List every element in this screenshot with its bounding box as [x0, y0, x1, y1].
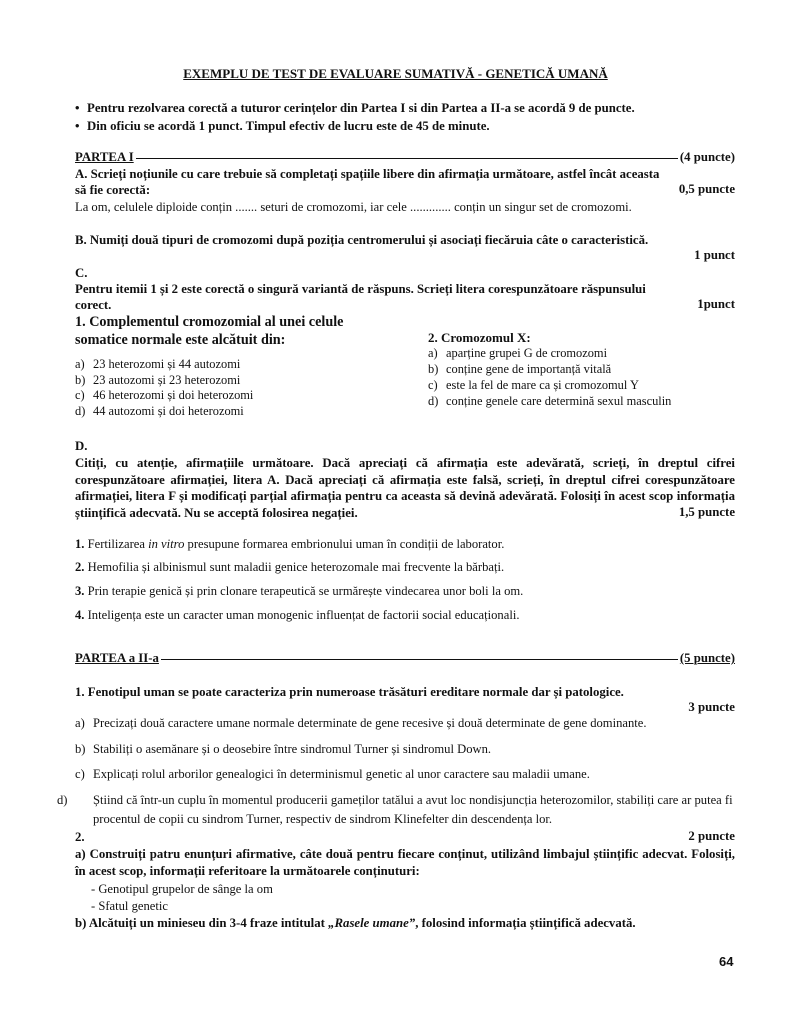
c-q1-line1: 1. Complementul cromozomial al unei celule [75, 314, 344, 330]
c-q1-option-d: d) 44 autozomi și doi heterozomi [75, 404, 244, 418]
part1-C-points: 1punct [697, 297, 735, 311]
c-q1-line2: somatice normale este alcătuit din: [75, 332, 286, 348]
part1-D-instructions: Citiți, cu atenție, afirmațiile următoare. Dacă apreciați că afirmația este adevărată, scrieți, în dreptul cifrei corespunzătoare afirmației, litera A. Dacă apreciați că afirmația este falsă, scrieți, în dreptul cifrei corespunzătoare afirmației, litera F și modificați parțial afirmația pentru ca aceasta să devină adevărată. Folosiți în acest scop informația științifică adecvată. Nu se acceptă folosirea negației. [75, 456, 735, 520]
intro-bullet-2: • Din oficiu se acordă 1 punct. Timpul efectiv de lucru este de 45 de minute. [75, 119, 490, 133]
part1-A-points: 0,5 puncte [678, 182, 735, 196]
heading-rule [136, 158, 678, 159]
part1-D-label: D. [75, 439, 88, 453]
intro-bullet-1: • Pentru rezolvarea corectă a tuturor cerințelor din Partea I si din Partea a II-a se acordă 9 de puncte. [75, 101, 635, 115]
d-item-4: 4. Inteligența este un caracter uman monogenic influențat de factorii social educaționali. [75, 608, 520, 622]
part1-C-line1: Pentru itemii 1 și 2 este corectă o singură variantă de răspuns. Scrieți litera corespunzătoare răspunsului [75, 282, 646, 296]
bullet-icon: • [75, 119, 80, 133]
c-q2-option-d: d) conține genele care determină sexul masculin [428, 394, 672, 408]
part2-q1-sub-c: c) Explicați rolul arborilor genealogici în determinismul genetic al unor caractere sau maladii umane. [75, 767, 590, 781]
part2-q2-topic-2: - Sfatul genetic [91, 899, 168, 913]
d-item-1: 1. Fertilizarea in vitro presupune formarea embrionului uman în condiții de laborator. [75, 537, 505, 551]
part2-q1-sub-a: a) Precizați două caractere umane normale determinate de gene recesive și două determinate de gene dominante. [75, 716, 647, 730]
part1-D-points: 1,5 puncte [678, 505, 735, 519]
c-q1-option-a: a) 23 heterozomi și 44 autozomi [75, 357, 241, 371]
part2-q2-topic-1: - Genotipul grupelor de sânge la om [91, 882, 273, 896]
part1-A-line2: să fie corectă: [75, 183, 151, 197]
part1-heading: PARTEA I (4 puncte) [75, 150, 735, 164]
part2-q1-text: 1. Fenotipul uman se poate caracteriza prin numeroase trăsături ereditare normale dar și patologice. [75, 685, 624, 699]
part1-C-label: C. [75, 266, 88, 280]
part2-heading: PARTEA a II-a (5 puncte) [75, 651, 735, 665]
part1-B-points: 1 punct [694, 248, 735, 262]
part2-q2-points: 2 puncte [688, 829, 735, 843]
d-item-2: 2. Hemofilia și albinismul sunt maladii genice heterozomale mai frecvente la bărbați. [75, 560, 505, 574]
part2-q1-sub-d: d) Știind că într-un cuplu în momentul producerii gameților tatălui a avut loc nondisjuncția heterozomilor, stabiliți care ar putea fi procentul de copii cu sindrom Turner, respectiv de sindrom Klinefelter din descendența lor. [57, 793, 733, 826]
part2-q2-a: a) Construiți patru enunțuri afirmative, câte două pentru fiecare conținut, utilizând limbajul științific adecvat. Folosiți, în acest scop, informații referitoare la următoarele conținuturi: [75, 847, 735, 878]
part1-A-statement: La om, celulele diploide conțin ....... seturi de cromozomi, iar cele ............. conțin un singur set de cromozomi. [75, 200, 632, 214]
c-q1-option-c: c) 46 heterozomi și doi heterozomi [75, 388, 254, 402]
c-q1-option-b: b) 23 autozomi și 23 heterozomi [75, 373, 241, 387]
c-q2-option-a: a) aparține grupei G de cromozomi [428, 346, 608, 360]
part1-B-text: B. Numiți două tipuri de cromozomi după poziția centromerului și asociați fiecăruia câte o caracteristică. [75, 233, 649, 247]
page-number: 64 [719, 954, 734, 969]
part2-q2-label: 2. [75, 830, 85, 844]
c-q2-option-c: c) este la fel de mare ca și cromozomul Y [428, 378, 639, 392]
d-item-3: 3. Prin terapie genică și prin clonare terapeutică se urmărește vindecarea unor boli la om. [75, 584, 524, 598]
part2-q1-points: 3 puncte [688, 700, 735, 714]
part2-q2-b: b) Alcătuiți un minieseu din 3-4 fraze intitulat „Rasele umane”, folosind informația științifică adecvată. [75, 916, 636, 930]
part1-C-line2: corect. [75, 298, 112, 312]
part2-q1-sub-b: b) Stabiliți o asemănare și o deosebire între sindromul Turner și sindromul Down. [75, 742, 492, 756]
page-title: EXEMPLU DE TEST DE EVALUARE SUMATIVĂ - GENETICĂ UMANĂ [183, 66, 608, 81]
c-q2-option-b: b) conține gene de importanță vitală [428, 362, 612, 376]
c-q2-question: 2. Cromozomul X: [428, 330, 531, 345]
heading-rule [161, 659, 678, 660]
bullet-icon: • [75, 101, 80, 115]
part1-A-line1: A. Scrieți noțiunile cu care trebuie să completați spațiile libere din afirmația următoare, astfel încât aceasta [75, 167, 660, 181]
